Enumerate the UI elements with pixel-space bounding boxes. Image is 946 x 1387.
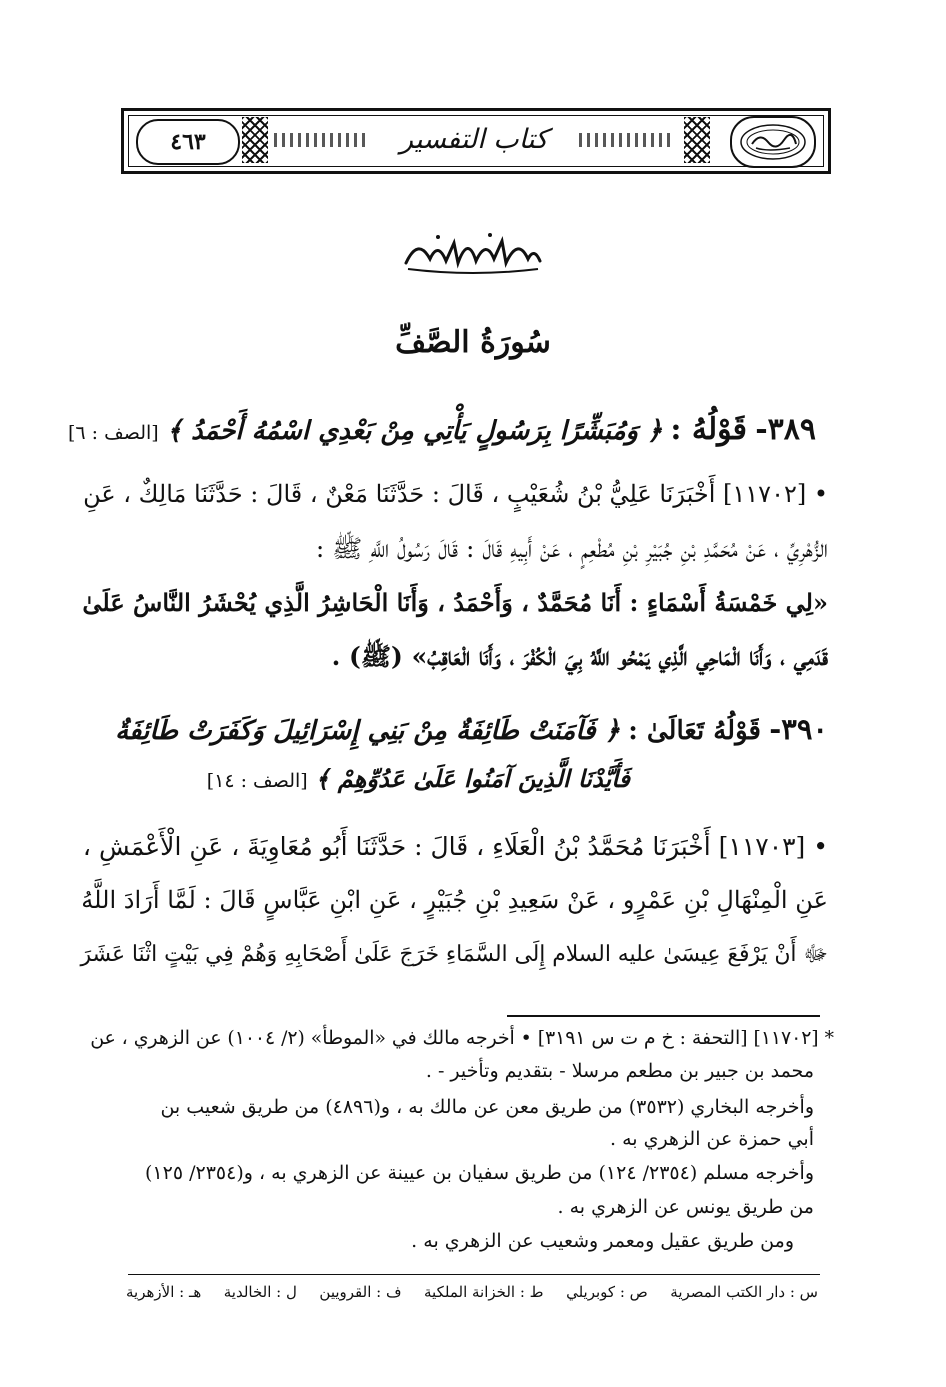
verse-reference: [الصف : ١٤] xyxy=(206,770,308,792)
header-decor-left xyxy=(274,133,369,147)
header-ornament-left xyxy=(242,117,268,163)
hadith-11702-line-4: قَدَمِي ، وَأَنَا الْمَاحِي الَّذِي يَمْحُو اللَّهُ بِيَ الْكُفْرَ ، وَأَنَا الْعَاقِبُ» (ﷺ) . xyxy=(331,642,828,671)
seal-icon xyxy=(738,122,808,162)
hadith-11703-line-1: • [١١٧٠٣] أَخْبَرَنَا مُحَمَّدُ بْنُ الْعَلَاءِ ، قَالَ : حَدَّثَنَا أَبُو مُعَاوِيَةَ ، عَنِ الْأَعْمَشِ ، xyxy=(82,832,828,861)
hadith-11702-line-1: • [١١٧٠٢] أَخْبَرَنَا عَلِيُّ بْنُ شُعَيْبٍ ، قَالَ : حَدَّثَنَا مَعْنٌ ، قَالَ : حَدَّثَنَا مَالِكٌ ، عَنِ xyxy=(83,480,828,508)
section-number: ٣٩٠- xyxy=(769,712,828,746)
manuscript-legend xyxy=(126,1283,818,1301)
basmala xyxy=(383,228,563,280)
section-390-heading xyxy=(115,712,828,746)
section-intro: قَوْلُهُ : xyxy=(670,412,747,447)
page-number: ٤٦٣ xyxy=(170,129,206,155)
footnote-line-5: وأخرجه مسلم (٢٣٥٤/ ١٢٤) من طريق سفيان بن عيينة عن الزهري به ، و(٢٣٥٤/ ١٢٥) xyxy=(145,1162,814,1184)
basmala-calligraphy xyxy=(398,229,548,279)
hadith-11703-line-3: ﷻ أَنْ يَرْفَعَ عِيسَىٰ عليه السلام إِلَى السَّمَاءِ خَرَجَ عَلَىٰ أَصْحَابِهِ وَهُمْ فِي بَيْتٍ اثْنَا عَشَرَ xyxy=(80,942,828,967)
footnote-line-6: من طريق يونس عن الزهري به . xyxy=(557,1196,814,1218)
book-title: كتاب التفسير xyxy=(400,124,548,155)
section-390-verse-continued xyxy=(207,764,630,793)
footnote-line-7: ومن طريق عقيل ومعمر وشعيب عن الزهري به . xyxy=(411,1230,794,1252)
seal-emblem xyxy=(730,116,816,168)
legend-item: ل : الخالدية xyxy=(223,1283,297,1301)
legend-item: هـ : الأزهرية xyxy=(126,1283,202,1301)
hadith-11703-line-2: عَنِ الْمِنْهَالِ بْنِ عَمْرٍو ، عَنْ سَعِيدِ بْنِ جُبَيْرٍ ، عَنِ ابْنِ عَبَّاسٍ قَالَ : لَمَّا أَرَادَ اللَّهُ xyxy=(81,886,828,914)
legend-item: ص : كوبريلي xyxy=(566,1283,648,1301)
quran-verse: ﴿ وَمُبَشِّرًا بِرَسُولٍ يَأْتِي مِنْ بَعْدِي اسْمُهُ أَحْمَدُ ﴾ xyxy=(166,416,663,446)
footnote-divider xyxy=(507,1015,820,1017)
footnote-line-4: أبي حمزة عن الزهري به . xyxy=(609,1128,814,1150)
verse-reference: [الصف : ٦] xyxy=(67,422,159,444)
header-decor-right xyxy=(579,133,674,147)
footnote-line-2: محمد بن جبير بن مطعم مرسلا - بتقديم وتأخير - . xyxy=(425,1060,814,1082)
section-intro: قَوْلُهُ تَعَالَىٰ : xyxy=(628,716,761,746)
quran-verse-line-2: فَأَيَّدْنَا الَّذِينَ آمَنُوا عَلَىٰ عَدُوِّهِمْ ﴾ xyxy=(315,764,630,793)
hadith-11702-line-2: الزُّهْرِيِّ ، عَنْ مُحَمَّدِ بْنِ جُبَيْرِ بْنِ مُطْعِمٍ ، عَنْ أَبِيهِ قَالَ : قَالَ رَسُولُ اللَّهِ ﷺ : xyxy=(315,534,828,563)
page-number-cartouche xyxy=(136,119,240,165)
footnote-line-1: * [١١٧٠٢] [التحفة : خ م ت س ٣١٩١] • أخرجه مالك في «الموطأ» (٢/ ١٠٠٤) عن الزهري ، عن xyxy=(90,1028,834,1049)
legend-divider xyxy=(128,1274,820,1275)
surah-title: سُورَةُ الصَّفِّ xyxy=(395,325,551,360)
page-header xyxy=(121,108,831,174)
footnote-line-3: وأخرجه البخاري (٣٥٣٢) من طريق معن عن مالك به ، و(٤٨٩٦) من طريق شعيب بن xyxy=(160,1096,814,1118)
header-ornament-right xyxy=(684,117,710,163)
hadith-11702-line-3: «لِي خَمْسَةُ أَسْمَاءٍ : أَنَا مُحَمَّدٌ ، وَأَحْمَدُ ، وَأَنَا الْحَاشِرُ الَّذِي يُحْشَرُ النَّاسُ عَلَىٰ xyxy=(82,588,828,617)
section-389-heading xyxy=(68,412,816,447)
legend-item: ط : الخزانة الملكية xyxy=(424,1283,544,1301)
section-number: ٣٨٩- xyxy=(755,412,816,447)
legend-item: ف : القرويين xyxy=(319,1283,402,1301)
legend-item: س : دار الكتب المصرية xyxy=(670,1283,818,1301)
quran-verse-line-1: ﴿ فَآمَنَتْ طَائِفَةٌ مِنْ بَنِي إِسْرَائِيلَ وَكَفَرَتْ طَائِفَةٌ xyxy=(115,716,620,746)
